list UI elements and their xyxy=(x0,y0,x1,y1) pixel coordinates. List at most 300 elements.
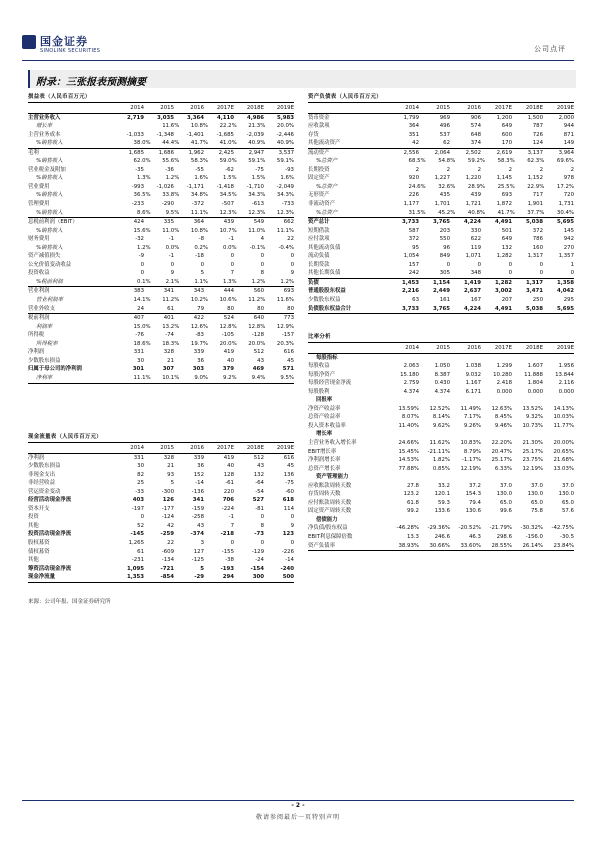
row-value: -18 xyxy=(195,253,204,260)
row-value: 54.8% xyxy=(438,158,456,165)
table-row xyxy=(308,524,574,533)
row-value: 0.000 xyxy=(496,388,512,395)
row-value: 649 xyxy=(501,123,512,130)
table-row xyxy=(308,183,574,192)
row-value: 537 xyxy=(439,131,450,138)
row-value: 849 xyxy=(439,253,450,260)
row-value: 13.59% xyxy=(398,405,419,412)
row-value: 130.0 xyxy=(558,491,574,498)
row-value: 123.2 xyxy=(403,491,419,498)
table-row xyxy=(308,209,574,218)
row-value: 622 xyxy=(470,236,481,243)
row-label: 其他流动负债 xyxy=(308,244,341,251)
row-label: %销售收入 xyxy=(36,140,63,147)
row-label: 长期投资 xyxy=(308,166,330,173)
row-value: 20.0% xyxy=(219,340,237,347)
row-value: 136 xyxy=(283,471,294,478)
row-value: 1.6% xyxy=(194,175,209,182)
table-row xyxy=(28,148,294,158)
row-value: -1,418 xyxy=(216,183,234,190)
row-value: 1,200 xyxy=(496,114,512,121)
row-value: 167 xyxy=(470,297,481,304)
row-value: 550 xyxy=(439,236,450,243)
row-value: 11.2% xyxy=(162,297,180,304)
row-value: 1,227 xyxy=(434,175,450,182)
row-value: 717 xyxy=(532,192,543,199)
row-value: -157 xyxy=(281,332,294,339)
row-value: 13.03% xyxy=(553,465,574,472)
row-value: -30.32% xyxy=(520,525,543,532)
row-value: 0 xyxy=(230,253,234,260)
row-label: %总资产 xyxy=(316,183,338,190)
row-value: 11.1% xyxy=(133,374,151,381)
row-value: 786 xyxy=(532,236,543,243)
row-value: 328 xyxy=(163,454,174,461)
table-row xyxy=(308,379,574,388)
row-value: 524 xyxy=(223,315,234,322)
row-value: -1 xyxy=(168,253,174,260)
row-label: 净利率 xyxy=(36,374,53,381)
header-divider xyxy=(22,60,574,61)
table-row xyxy=(308,227,574,236)
footer-divider xyxy=(22,800,574,801)
row-value: 2,425 xyxy=(218,149,234,156)
table-row xyxy=(28,348,294,357)
row-value: 15.45% xyxy=(398,448,419,455)
row-label: 非流动资产 xyxy=(308,201,335,208)
row-value: 444 xyxy=(223,288,234,295)
row-value: 21.68% xyxy=(553,457,574,464)
row-value xyxy=(122,122,151,131)
row-value: 12.63% xyxy=(491,405,512,412)
row-label: 流动负债 xyxy=(308,253,330,260)
row-value: 2,556 xyxy=(403,149,419,156)
row-value: 28.9% xyxy=(467,183,486,190)
section-title: 资产负债表（人民币百万元） xyxy=(308,93,574,103)
row-value: -507 xyxy=(221,201,234,208)
table-row xyxy=(28,357,294,366)
row-value: 19.7% xyxy=(190,340,209,347)
row-value: 339 xyxy=(193,349,204,356)
logo-english: SINOLINK SECURITIES xyxy=(40,48,101,54)
row-value: 170 xyxy=(501,140,512,147)
row-value: 41.7% xyxy=(497,209,515,216)
row-value: 407 xyxy=(133,315,144,322)
table-row xyxy=(308,217,574,227)
row-value: 17.2% xyxy=(556,183,575,190)
row-value: 40.9% xyxy=(248,140,266,147)
row-value: 10.03% xyxy=(553,414,574,421)
row-value: 372 xyxy=(532,227,543,234)
row-value: 40 xyxy=(227,463,234,470)
row-value: 46.3 xyxy=(468,534,481,541)
year-header-row xyxy=(28,444,294,454)
row-value: 10.1% xyxy=(162,374,180,381)
table-row xyxy=(28,479,294,488)
section-title: 比率分析 xyxy=(308,333,574,343)
row-value: -613 xyxy=(251,201,264,208)
row-value: 68.5% xyxy=(408,158,426,165)
row-value: 0 xyxy=(260,514,264,521)
table-row xyxy=(28,522,294,531)
row-value: 0 xyxy=(508,261,512,268)
row-value: 1.299 xyxy=(496,363,512,370)
row-value: 574 xyxy=(470,123,481,130)
row-value: -258 xyxy=(191,514,204,521)
table-row xyxy=(28,539,294,548)
row-value: 0.000 xyxy=(527,388,543,395)
row-value: 9.5% xyxy=(280,374,295,381)
row-value: 300 xyxy=(252,574,264,581)
row-label: 固定资产 xyxy=(308,175,330,182)
row-value: 12.19% xyxy=(460,465,481,472)
row-value: 0 xyxy=(170,261,174,268)
row-value: 372 xyxy=(408,236,419,243)
table-row xyxy=(308,371,574,380)
row-value: -290 xyxy=(161,201,174,208)
row-value: -8 xyxy=(198,236,204,243)
table-row xyxy=(28,488,294,497)
row-value: 560 xyxy=(253,288,264,295)
row-value: 20.3% xyxy=(276,340,295,347)
row-value: 2 xyxy=(446,166,450,173)
row-value: 648 xyxy=(470,131,481,138)
row-value: 298.6 xyxy=(496,534,512,541)
page-number: - 2 - xyxy=(291,802,305,809)
row-value: 1,500 xyxy=(527,114,543,121)
row-value: 30 xyxy=(137,463,144,470)
row-value: 649 xyxy=(501,236,512,243)
table-row xyxy=(28,513,294,522)
row-value: 5,983 xyxy=(276,114,294,121)
row-value: 45 xyxy=(287,357,294,364)
row-value: 374 xyxy=(470,140,481,147)
row-value: 250 xyxy=(532,297,543,304)
row-label: 管理费用 xyxy=(28,201,50,208)
table-row xyxy=(308,465,574,474)
row-value: -128 xyxy=(251,332,264,339)
row-value: 79 xyxy=(197,305,204,312)
row-value: 348 xyxy=(470,270,481,277)
row-value: 114 xyxy=(283,505,294,512)
row-value: 4,042 xyxy=(556,288,574,295)
row-value: 22.2% xyxy=(219,123,237,130)
row-value: 364 xyxy=(193,219,204,226)
row-value: -1,401 xyxy=(186,131,204,138)
year-header-row xyxy=(28,104,294,114)
row-value: 8.14% xyxy=(432,414,450,421)
row-value: 41.7% xyxy=(190,140,209,147)
row-label: 应收账款周转天数 xyxy=(308,482,352,489)
row-value: -61 xyxy=(225,480,234,487)
row-value: 5,038 xyxy=(525,219,543,226)
row-value: -145 xyxy=(130,531,144,538)
row-value: 20.47% xyxy=(491,448,512,455)
row-value: -20.52% xyxy=(458,525,481,532)
table-row xyxy=(28,131,294,140)
row-label: EBIT利息保障倍数 xyxy=(308,534,353,541)
row-value: 242 xyxy=(408,270,419,277)
table-row xyxy=(28,471,294,480)
row-value: 5,038 xyxy=(525,305,543,312)
row-value: 1.6% xyxy=(280,175,295,182)
row-value: 2 xyxy=(477,166,481,173)
row-value: 69.6% xyxy=(556,158,575,165)
row-value: 77.88% xyxy=(398,465,419,472)
row-value: 1.82% xyxy=(432,457,450,464)
year-header-label xyxy=(308,104,388,113)
row-value: 294 xyxy=(222,574,234,581)
table-row xyxy=(28,183,294,192)
table-row xyxy=(308,191,574,200)
ratio-group-title: 回报率 xyxy=(316,397,333,404)
row-value: 123 xyxy=(282,531,294,538)
row-value: -136 xyxy=(191,488,204,495)
row-value: -54 xyxy=(255,488,264,495)
row-value: 1.2% xyxy=(280,278,295,285)
row-value: 18.6% xyxy=(133,340,151,347)
row-value: 23.84% xyxy=(553,542,574,549)
row-value: 0 xyxy=(539,270,543,277)
row-value: 12.6% xyxy=(190,323,209,330)
row-value: 42 xyxy=(412,140,419,147)
row-value: 37.7% xyxy=(527,209,545,216)
row-value: 10.8% xyxy=(190,123,209,130)
table-row xyxy=(308,174,574,183)
row-value: 55.6% xyxy=(162,158,180,165)
row-value: 25.5% xyxy=(497,183,515,190)
row-value: 12.3% xyxy=(219,209,237,216)
row-value: 2.418 xyxy=(496,380,512,387)
row-label: 营业税金及附加 xyxy=(28,166,66,173)
row-label: 货币资金 xyxy=(308,114,330,121)
table-row xyxy=(308,296,574,305)
row-value: 21.30% xyxy=(522,440,543,447)
row-label: 投资 xyxy=(28,514,39,521)
row-label: 现金净流量 xyxy=(28,574,55,581)
row-value: 24.66% xyxy=(398,440,419,447)
row-value: 4,986 xyxy=(246,114,264,121)
row-value: 10.83% xyxy=(460,440,481,447)
row-value: -32 xyxy=(135,236,144,243)
row-value: 12.52% xyxy=(429,405,450,412)
row-value: 124 xyxy=(532,140,543,147)
row-value: 3,733 xyxy=(401,219,419,226)
row-value: 2,502 xyxy=(465,149,481,156)
row-value: 1,731 xyxy=(558,201,574,208)
row-value: 1,317 xyxy=(527,253,543,260)
row-value: -374 xyxy=(190,531,204,538)
row-value: 28.55% xyxy=(491,542,512,549)
row-label: 净资产收益率 xyxy=(308,405,341,412)
row-value: 1.607 xyxy=(527,363,543,370)
row-label: 其他流动资产 xyxy=(308,140,341,147)
row-value: 119 xyxy=(470,244,481,251)
table-row xyxy=(28,227,294,236)
row-value: -156.0 xyxy=(525,534,543,541)
row-value: 26.14% xyxy=(522,542,543,549)
table-row xyxy=(308,507,574,516)
ratio-analysis-table xyxy=(308,333,574,551)
row-value: 419 xyxy=(223,454,234,461)
row-value: -721 xyxy=(160,565,174,572)
table-row xyxy=(308,499,574,508)
row-label: %销售收入 xyxy=(36,209,63,216)
row-value: 693 xyxy=(283,288,294,295)
row-label: 营业外收支 xyxy=(28,305,55,312)
table-row xyxy=(308,533,574,542)
table-row xyxy=(308,166,574,175)
row-value: 1,282 xyxy=(496,253,512,260)
row-value: 161 xyxy=(439,297,450,304)
row-value: 0 xyxy=(140,270,144,277)
row-value: 0 xyxy=(446,261,450,268)
year-header-cell: 2017E xyxy=(216,445,234,451)
row-value: -159 xyxy=(191,505,204,512)
row-value: 1,152 xyxy=(527,175,543,182)
row-value: 383 xyxy=(133,288,144,295)
table-row xyxy=(308,482,574,491)
table-row xyxy=(28,313,294,323)
row-value: -1.17% xyxy=(461,457,481,464)
row-value: 0 xyxy=(260,253,264,260)
row-value: 301 xyxy=(132,366,144,373)
year-header-cell: 2014 xyxy=(405,105,419,111)
row-value: -129 xyxy=(251,548,264,555)
row-value: -1,348 xyxy=(156,131,174,138)
row-value: 969 xyxy=(439,114,450,121)
table-row xyxy=(28,548,294,557)
row-value: 61 xyxy=(137,548,144,555)
row-value: 1 xyxy=(570,261,574,268)
table-row xyxy=(308,244,574,253)
row-value: 11.77% xyxy=(553,422,574,429)
row-value: 37.0 xyxy=(499,482,512,489)
row-value: 12.9% xyxy=(276,323,295,330)
row-label: 公允价值变动收益 xyxy=(28,261,72,268)
row-value: 2,719 xyxy=(126,114,144,121)
row-value: 2,064 xyxy=(434,149,450,156)
row-label: 税前利润 xyxy=(28,315,50,322)
table-row xyxy=(28,296,294,305)
row-label: 少数股东损益 xyxy=(28,463,61,470)
row-value: 942 xyxy=(563,236,574,243)
year-header-label xyxy=(308,344,388,353)
row-value: 7 xyxy=(230,270,234,277)
row-label: 主营业务收入 xyxy=(28,114,61,121)
table-row xyxy=(308,456,574,465)
row-value: 23.75% xyxy=(522,457,543,464)
row-value: 152 xyxy=(193,471,204,478)
row-value: -193 xyxy=(220,565,234,572)
row-label: %销售收入 xyxy=(36,244,63,251)
row-label: 毛利 xyxy=(28,149,39,156)
table-row xyxy=(308,114,574,123)
row-value: 1.050 xyxy=(434,363,450,370)
row-value: 419 xyxy=(223,349,234,356)
row-value: 331 xyxy=(133,454,144,461)
row-value: 496 xyxy=(439,123,450,130)
row-value: 1,799 xyxy=(403,114,419,121)
row-value: -231 xyxy=(131,557,144,564)
row-value: -21.79% xyxy=(489,525,512,532)
row-value: 33.2 xyxy=(437,482,450,489)
row-value: 1.2% xyxy=(136,244,151,251)
row-label: %销售收入 xyxy=(36,192,63,199)
row-value: 99.6 xyxy=(499,508,512,515)
row-value: -372 xyxy=(191,201,204,208)
row-value: 30 xyxy=(137,357,144,364)
row-value: 9.5% xyxy=(165,209,180,216)
row-value: 36 xyxy=(197,463,204,470)
table-row xyxy=(308,362,574,371)
year-header-cell: 2014 xyxy=(130,445,144,451)
row-value: -64 xyxy=(255,480,264,487)
row-value: 871 xyxy=(563,131,574,138)
row-value: 341 xyxy=(163,288,174,295)
row-label: 资产总计 xyxy=(308,219,330,226)
row-value: 22.20% xyxy=(491,440,512,447)
row-value: 59.1% xyxy=(248,158,266,165)
row-label: 增长率 xyxy=(36,123,53,130)
row-value: 469 xyxy=(252,366,264,373)
row-value: 12.3% xyxy=(248,209,266,216)
row-value: 978 xyxy=(563,175,574,182)
row-value: -155 xyxy=(221,548,234,555)
row-value: -14 xyxy=(195,480,204,487)
row-value: 640 xyxy=(253,315,264,322)
table-row xyxy=(28,244,294,253)
row-value: 34.3% xyxy=(276,192,295,199)
row-value: 2 xyxy=(539,166,543,173)
table-row xyxy=(308,422,574,431)
row-value: 3,733 xyxy=(401,305,419,312)
row-value: 30.4% xyxy=(556,209,575,216)
row-label: 筹资活动现金净流 xyxy=(28,565,72,572)
row-value: 8 xyxy=(260,270,264,277)
table-row xyxy=(308,131,574,140)
row-value: 9.62% xyxy=(432,422,450,429)
row-value: 0 xyxy=(290,253,294,260)
row-value: -1,685 xyxy=(216,131,234,138)
row-label: 总资产增长率 xyxy=(308,465,341,472)
row-value: 1,177 xyxy=(403,201,419,208)
year-header-cell: 2018E xyxy=(246,105,264,111)
table-row xyxy=(28,122,294,131)
row-value: 5 xyxy=(200,565,204,572)
row-value: 1,721 xyxy=(465,201,481,208)
row-value: 3,137 xyxy=(527,149,543,156)
section-title: 损益表（人民币百万元） xyxy=(28,93,294,103)
row-label: 非现金支出 xyxy=(28,471,55,478)
row-value: 38.0% xyxy=(133,140,151,147)
row-value: 8 xyxy=(260,522,264,529)
row-value: 662 xyxy=(283,219,294,226)
row-value: 62.0% xyxy=(133,158,151,165)
row-value: -218 xyxy=(220,531,234,538)
year-header-cell: 2016 xyxy=(467,105,481,111)
row-value: 32.6% xyxy=(438,183,456,190)
row-value: 6.171 xyxy=(465,388,481,395)
row-value: 787 xyxy=(532,123,543,130)
row-value: 512 xyxy=(253,349,264,356)
row-value: 130.0 xyxy=(527,491,543,498)
row-value: 34.3% xyxy=(248,192,266,199)
row-value: 82 xyxy=(137,471,144,478)
report-type: 公司点评 xyxy=(534,45,566,53)
row-label: 资产负债率 xyxy=(308,542,335,549)
row-value: -55 xyxy=(195,166,204,173)
